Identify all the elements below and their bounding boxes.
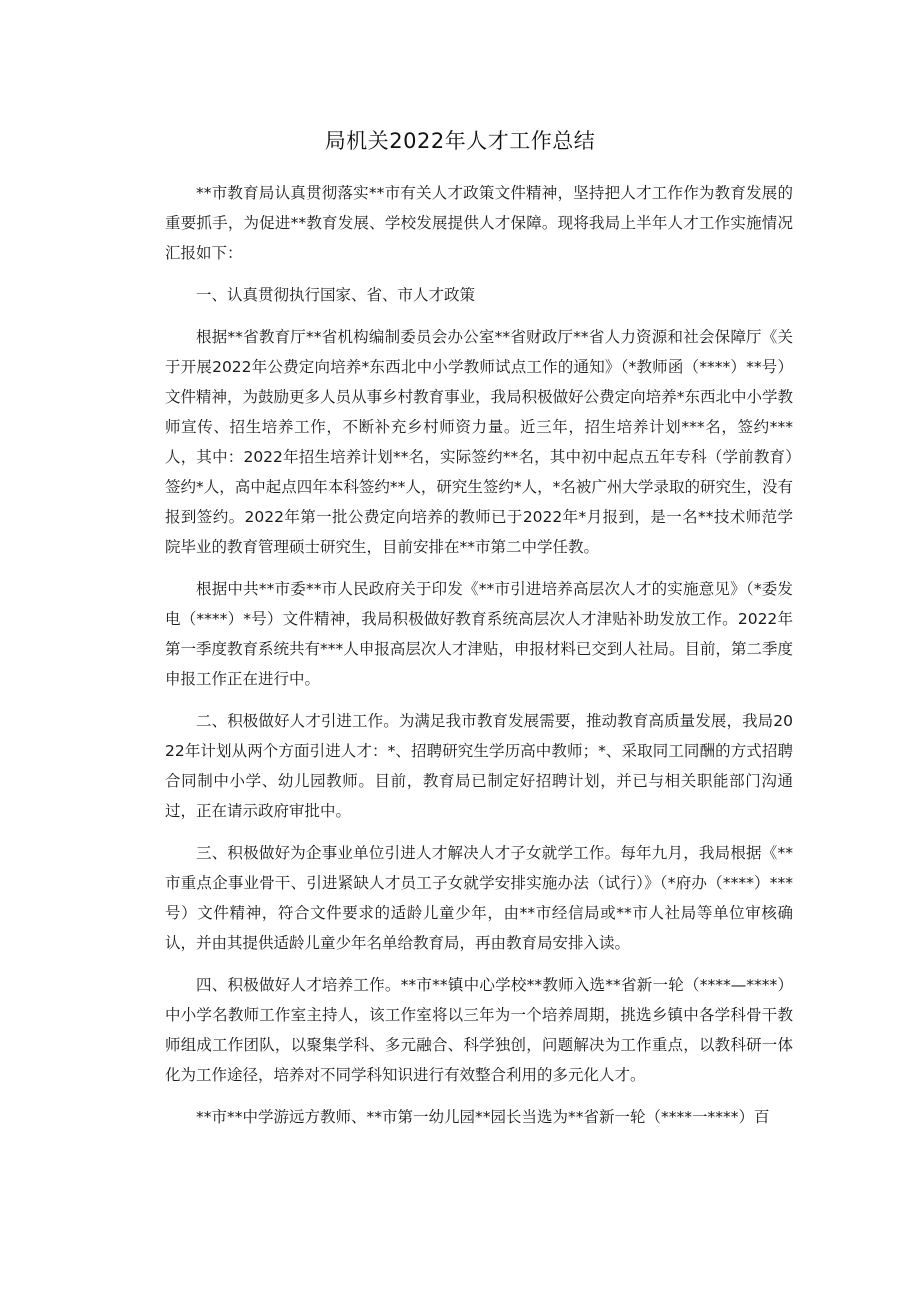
document-body (165, 178, 793, 1132)
body-paragraph: 根据**省教育厅**省机构编制委员会办公室**省财政厅**省人力资源和社会保障厅《关于开展2022年公费定向培养*东西北中小学教师试点工作的通知》（*教师函（****）**号）文件精神，为鼓励更多人员从事乡村教育事业，我局积极做好公费定向培养*东西北中小学教师宣传、招生培养工作，不断补充乡村师资力量。近三年，招生培养计划***名，签约***人，其中：2022年招生培养计划**名，实际签约**名，其中初中起点五年专科（学前教育）签约*人，高中起点四年本科签约**人，研究生签约*人，*名被广州大学录取的研究生，没有报到签约。2022年第一批公费定向培养的教师已于2022年*月报到，是一名**技术师范学院毕业的教育管理硕士研究生，目前安排在**市第二中学任教。 (165, 328, 793, 556)
section-heading-1: 一、认真贯彻执行国家、省、市人才政策 (196, 286, 476, 304)
intro-paragraph: **市教育局认真贯彻落实**市有关人才政策文件精神，坚持把人才工作作为教育发展的重要抓手，为促进**教育发展、学校发展提供人才保障。现将我局上半年人才工作实施情况汇报如下： (165, 184, 793, 262)
section-paragraph-2: 二、积极做好人才引进工作。为满足我市教育发展需要，推动教育高质量发展，我局2022年计划从两个方面引进人才：*、招聘研究生学历高中教师；*、采取同工同酬的方式招聘合同制中小学、幼儿园教师。目前，教育局已制定好招聘计划，并已与相关职能部门沟通过，正在请示政府审批中。 (165, 712, 793, 820)
section-paragraph-3: 三、积极做好为企事业单位引进人才解决人才子女就学工作。每年九月，我局根据《**市重点企事业骨干、引进紧缺人才员工子女就学安排实施办法（试行）》（*府办（****）***号）文件精神，符合文件要求的适龄儿童少年，由**市经信局或**市人社局等单位审核确认，并由其提供适龄儿童少年名单给教育局，再由教育局安排入读。 (165, 844, 793, 952)
document-title: 局机关2022年人才工作总结 (324, 129, 596, 153)
section-paragraph-4: 四、积极做好人才培养工作。**市**镇中心学校**教师入选**省新一轮（****—****）中小学名教师工作室主持人，该工作室将以三年为一个培养周期，挑选乡镇中各学科骨干教师组成工作团队，以聚集学科、多元融合、科学独创，问题解决为工作重点，以教科研一体化为工作途径，培养对不同学科知识进行有效整合利用的多元化人才。 (165, 976, 793, 1084)
body-paragraph: **市**中学游远方教师、**市第一幼儿园**园长当选为**省新一轮（****一****）百 (196, 1108, 770, 1126)
body-paragraph: 根据中共**市委**市人民政府关于印发《**市引进培养高层次人才的实施意见》（*委发电（****）*号）文件精神，我局积极做好教育系统高层次人才津贴补助发放工作。2022年第一季度教育系统共有***人申报高层次人才津贴，申报材料已交到人社局。目前，第二季度申报工作正在进行中。 (165, 580, 793, 688)
